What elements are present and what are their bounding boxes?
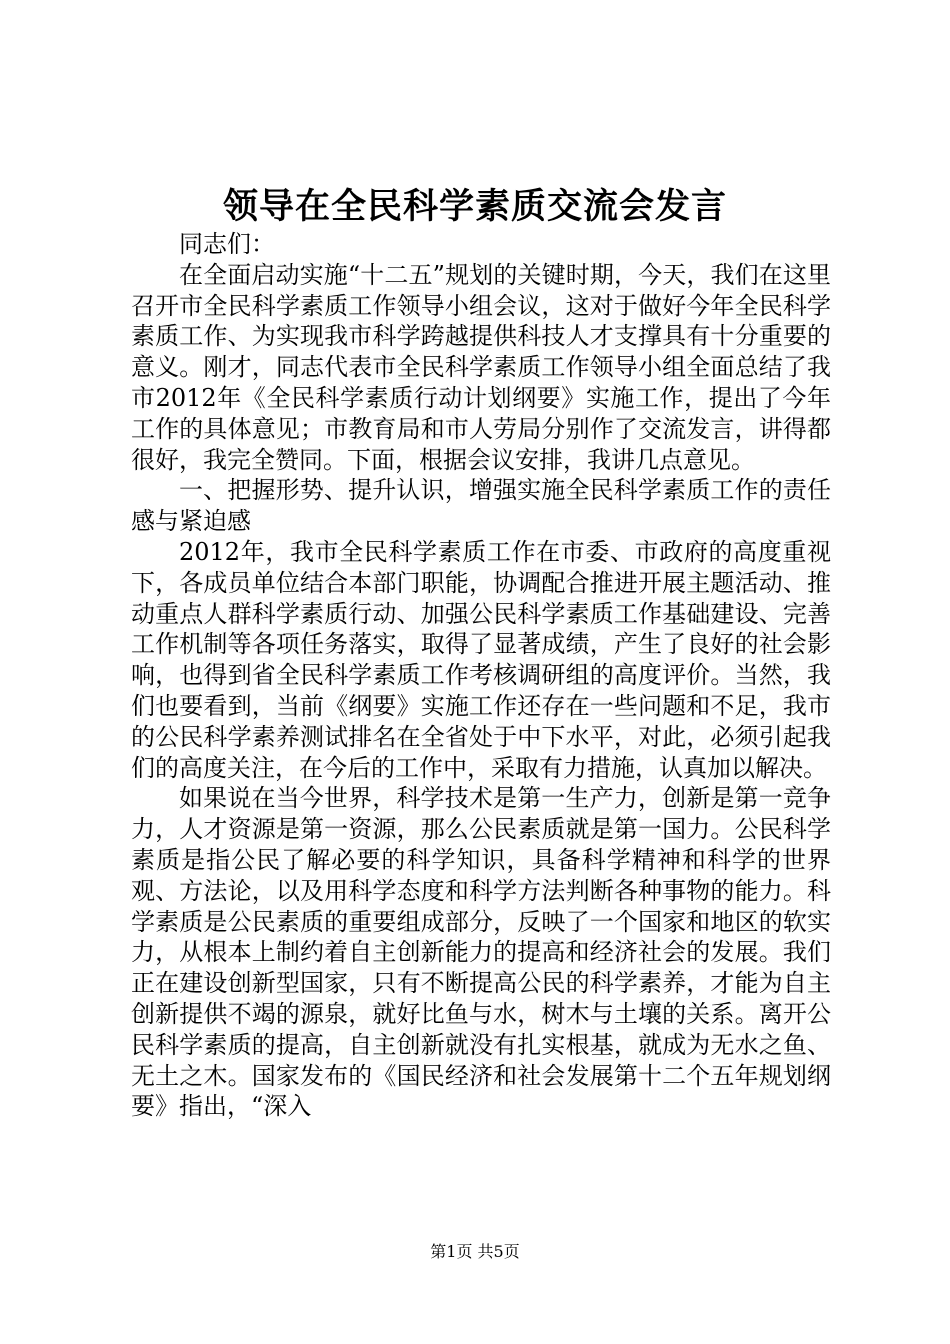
- section-heading-1: 一、把握形势、提升认识，增强实施全民科学素质工作的责任感与紧迫感: [131, 476, 831, 536]
- document-body: [131, 229, 831, 1122]
- document-title: 领导在全民科学素质交流会发言: [222, 186, 727, 227]
- paragraph-science-literacy: 如果说在当今世界，科学技术是第一生产力，创新是第一竞争力，人才资源是第一资源，那么公民素质就是第一国力。公民科学素质是指公民了解必要的科学知识，具备科学精神和科学的世界观、方法论，以及用科学态度和科学方法判断各种事物的能力。科学素质是公民素质的重要组成部分，反映了一个国家和地区的软实力，从根本上制约着自主创新能力的提高和经济社会的发展。我们正在建设创新型国家，只有不断提高公民的科学素养，才能为自主创新提供不竭的源泉，就好比鱼与水，树木与土壤的关系。离开公民科学素质的提高，自主创新就没有扎实根基，就成为无水之鱼、无土之木。国家发布的《国民经济和社会发展第十二个五年规划纲要》指出，“深入: [131, 784, 831, 1121]
- page-number-footer: 第1页 共5页: [430, 1242, 520, 1261]
- salutation: 同志们：: [179, 230, 275, 258]
- paragraph-intro: 在全面启动实施“十二五”规划的关键时期，今天，我们在这里召开市全民科学素质工作领导小组会议，这对于做好今年全民科学素质工作、为实现我市科学跨越提供科技人才支撑具有十分重要的意义。刚才，同志代表市全民科学素质工作领导小组全面总结了我市2012年《全民科学素质行动计划纲要》实施工作，提出了今年工作的具体意见；市教育局和市人劳局分别作了交流发言，讲得都很好，我完全赞同。下面，根据会议安排，我讲几点意见。: [131, 260, 831, 474]
- paragraph-2012-review: 2012年，我市全民科学素质工作在市委、市政府的高度重视下，各成员单位结合本部门职能，协调配合推进开展主题活动、推动重点人群科学素质行动、加强公民科学素质工作基础建设、完善工作机制等各项任务落实，取得了显著成绩，产生了良好的社会影响，也得到省全民科学素质工作考核调研组的高度评价。当然，我们也要看到，当前《纲要》实施工作还存在一些问题和不足，我市的公民科学素养测试排名在全省处于中下水平，对此，必须引起我们的高度关注，在今后的工作中，采取有力措施，认真加以解决。: [131, 537, 831, 782]
